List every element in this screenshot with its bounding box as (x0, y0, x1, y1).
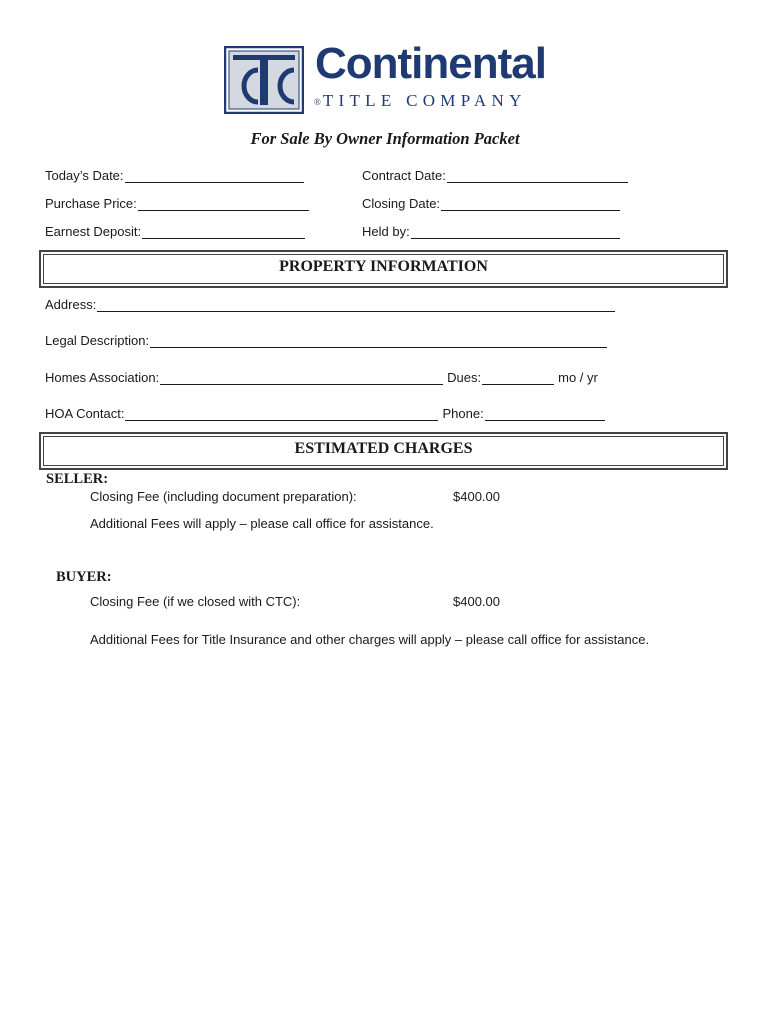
company-logo (224, 39, 550, 114)
address-field (45, 297, 615, 312)
legal-description-field (45, 333, 607, 348)
registered-mark: ® (314, 96, 321, 107)
hoa-contact-blank[interactable] (125, 408, 438, 421)
ctc-monogram-icon (224, 46, 304, 114)
document-title: For Sale By Owner Information Packet (250, 129, 520, 148)
buyer-additional-fees-note: Additional Fees for Title Insurance and other charges will apply – please call office for assistance. (90, 632, 650, 647)
address-label: Address: (45, 297, 97, 312)
todays-date-blank[interactable] (125, 170, 304, 183)
closing-date-field (362, 196, 620, 211)
seller-closing-fee-amount: $400.00 (453, 489, 500, 504)
address-blank[interactable] (97, 299, 615, 312)
estimated-charges-box (39, 432, 728, 470)
seller-closing-fee-label: Closing Fee (including document preparation): (90, 489, 357, 504)
closing-date-blank[interactable] (441, 198, 620, 211)
earnest-deposit-blank[interactable] (142, 226, 305, 239)
hoa-contact-field (45, 406, 605, 421)
logo-subtitle-text: TITLE COMPANY (322, 91, 527, 110)
homes-association-label: Homes Association: (45, 370, 160, 385)
phone-label: Phone: (442, 406, 484, 421)
held-by-blank[interactable] (411, 226, 620, 239)
contract-date-field (362, 168, 628, 183)
homes-association-field (45, 370, 598, 385)
earnest-deposit-label: Earnest Deposit: (45, 224, 142, 239)
logo-subtitle (314, 92, 527, 109)
todays-date-field (45, 168, 304, 183)
property-information-box (39, 250, 728, 288)
held-by-field (362, 224, 620, 239)
buyer-label: BUYER: (56, 569, 112, 585)
contract-date-blank[interactable] (447, 170, 628, 183)
homes-association-blank[interactable] (160, 372, 443, 385)
seller-label: SELLER: (46, 471, 109, 487)
buyer-closing-fee-label: Closing Fee (if we closed with CTC): (90, 594, 301, 609)
purchase-price-blank[interactable] (138, 198, 309, 211)
todays-date-label: Today’s Date: (45, 168, 124, 183)
estimated-charges-heading: ESTIMATED CHARGES (294, 440, 473, 457)
phone-blank[interactable] (485, 408, 605, 421)
purchase-price-field (45, 196, 309, 211)
purchase-price-label: Purchase Price: (45, 196, 137, 211)
closing-date-label: Closing Date: (362, 196, 441, 211)
logo-wordmark: Continental (315, 39, 546, 88)
property-information-heading: PROPERTY INFORMATION (279, 258, 488, 275)
earnest-deposit-field (45, 224, 305, 239)
dues-blank[interactable] (482, 372, 554, 385)
held-by-label: Held by: (362, 224, 410, 239)
contract-date-label: Contract Date: (362, 168, 446, 183)
hoa-contact-label: HOA Contact: (45, 406, 125, 421)
dues-label: Dues: (447, 370, 482, 385)
legal-description-blank[interactable] (150, 335, 607, 348)
dues-unit: mo / yr (558, 370, 598, 385)
seller-additional-fees-note: Additional Fees will apply – please call office for assistance. (90, 516, 434, 531)
buyer-closing-fee-amount: $400.00 (453, 594, 500, 609)
legal-description-label: Legal Description: (45, 333, 150, 348)
